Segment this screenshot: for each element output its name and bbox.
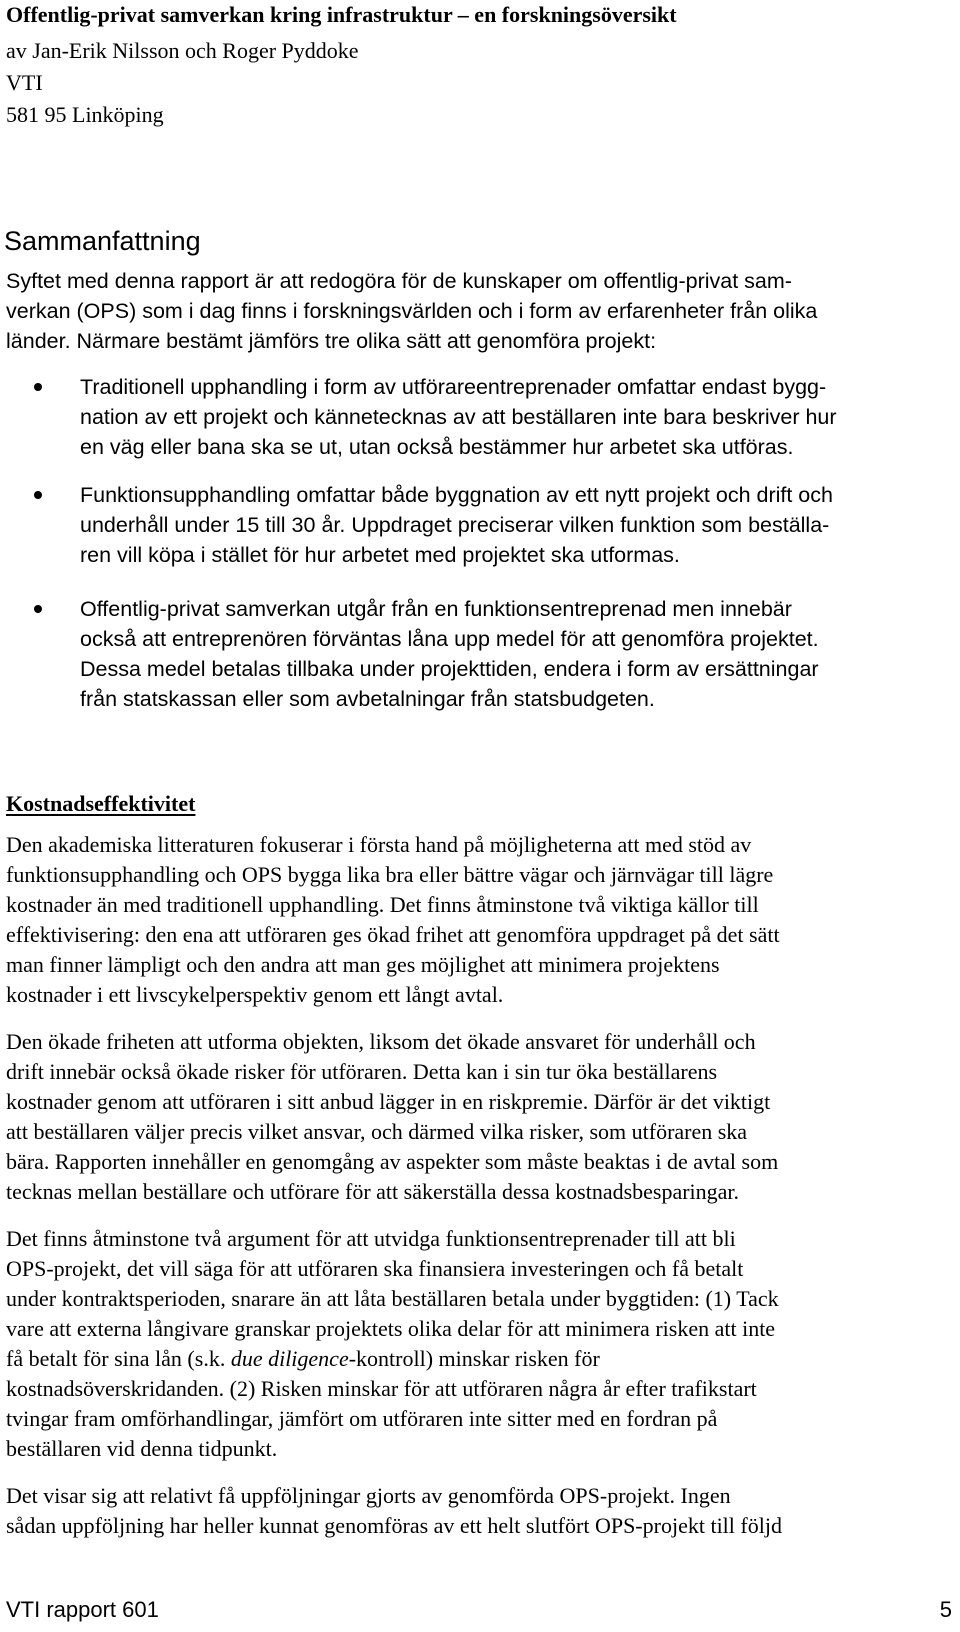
paragraph-line: beställaren vid denna tidpunkt. xyxy=(6,1436,278,1461)
list-item-line: nation av ett projekt och kännetecknas av att beställaren inte bara beskriver hur xyxy=(80,405,837,429)
summary-intro-line: verkan (OPS) som i dag finns i forskningsvärlden och i form av erfarenheter från olika xyxy=(6,299,818,323)
paragraph-line: Den akademiska litteraturen fokuserar i första hand på möjligheterna att med stöd av xyxy=(6,832,752,857)
paragraph-line: drift innebär också ökade risker för utföraren. Detta kan i sin tur öka beställarens xyxy=(6,1059,718,1084)
organization: VTI xyxy=(6,70,43,95)
list-item-line: Dessa medel betalas tillbaka under projekttiden, endera i form av ersättningar xyxy=(80,657,819,681)
paragraph-line: effektivisering: den ena att utföraren ges ökad frihet att genomföra uppdraget på det sätt xyxy=(6,922,780,947)
paragraph-line: sådan uppföljning har heller kunnat genomföras av ett helt slutfört OPS-projekt till följd xyxy=(6,1513,782,1538)
paragraph-line: OPS-projekt, det vill säga för att utföraren ska finansiera investeringen och få betalt xyxy=(6,1256,744,1281)
list-item-line: ren vill köpa i stället för hur arbetet med projektet ska utformas. xyxy=(80,543,680,567)
list-item-line: Traditionell upphandling i form av utförareentreprenader omfattar endast bygg- xyxy=(80,375,827,399)
paragraph-line: Det visar sig att relativt få uppföljningar gjorts av genomförda OPS-projekt. Ingen xyxy=(6,1483,731,1508)
paragraph-line: tvingar fram omförhandlingar, jämfört om utföraren inte sitter med en fordran på xyxy=(6,1406,718,1431)
list-item-line: från statskassan eller som avbetalningar från statsbudgeten. xyxy=(80,687,655,711)
address: 581 95 Linköping xyxy=(6,102,164,127)
bullet-icon xyxy=(34,383,42,391)
paragraph-line: kostnader i ett livscykelperspektiv genom ett långt avtal. xyxy=(6,982,504,1007)
paragraph-line: vare att externa långivare granskar projektets olika delar för att minimera risken att inte xyxy=(6,1316,776,1341)
bullet-icon xyxy=(34,491,42,499)
list-item-line: en väg eller bana ska se ut, utan också bestämmer hur arbetet ska utföras. xyxy=(80,435,794,459)
paragraph-line: man finner lämpligt och den andra att man ges möjlighet att minimera projektens xyxy=(6,952,720,977)
paragraph-line: tecknas mellan beställare och utförare för att säkerställa dessa kostnadsbesparingar. xyxy=(6,1179,740,1204)
paragraph-line: kostnader än med traditionell upphandling. Det finns åtminstone två viktiga källor till xyxy=(6,892,759,917)
paragraph-line: att beställaren väljer precis vilket ansvar, och därmed vilka risker, som utföraren ska xyxy=(6,1119,748,1144)
list-item-line: Offentlig-privat samverkan utgår från en funktionsentreprenad men innebär xyxy=(80,597,792,621)
bullet-icon xyxy=(34,605,42,613)
report-label: VTI rapport 601 xyxy=(6,1597,159,1622)
authors: av Jan-Erik Nilsson och Roger Pyddoke xyxy=(6,38,359,63)
summary-intro-line: länder. Närmare bestämt jämförs tre olika sätt att genomföra projekt: xyxy=(6,329,657,353)
paragraph-line: kostnadsöverskridanden. (2) Risken minskar för att utföraren några år efter trafikstart xyxy=(6,1376,757,1401)
summary-heading: Sammanfattning xyxy=(4,226,201,256)
section-heading: Kostnadseffektivitet xyxy=(6,791,196,816)
italic-term: due diligence xyxy=(230,1346,349,1371)
page-number: 5 xyxy=(939,1597,952,1622)
paragraph-line xyxy=(6,1344,600,1374)
line-text: få betalt för sina lån (s.k. xyxy=(6,1346,231,1371)
paragraph-line: Det finns åtminstone två argument för att utvidga funktionsentreprenader till att bli xyxy=(6,1226,736,1251)
paragraph-line: bära. Rapporten innehåller en genomgång av aspekter som måste beaktas i de avtal som xyxy=(6,1149,779,1174)
summary-intro-line: Syftet med denna rapport är att redogöra för de kunskaper om offentlig-privat sam- xyxy=(6,269,792,293)
document-title: Offentlig-privat samverkan kring infrastruktur – en forskningsöversikt xyxy=(6,2,677,27)
line-text: -kontroll) minskar risken för xyxy=(348,1346,600,1371)
list-item-line: underhåll under 15 till 30 år. Uppdraget preciserar vilken funktion som beställa- xyxy=(80,513,830,537)
list-item-line: också att entreprenören förväntas låna upp medel för att genomföra projektet. xyxy=(80,627,819,651)
paragraph-line: funktionsupphandling och OPS bygga lika bra eller bättre vägar och järnvägar till lägre xyxy=(6,862,774,887)
paragraph-line: kostnader genom att utföraren i sitt anbud lägger in en riskpremie. Därför är det viktigt xyxy=(6,1089,771,1114)
list-item-line: Funktionsupphandling omfattar både byggnation av ett nytt projekt och drift och xyxy=(80,483,833,507)
paragraph-line: Den ökade friheten att utforma objekten, liksom det ökade ansvaret för underhåll och xyxy=(6,1029,756,1054)
paragraph-line: under kontraktsperioden, snarare än att låta beställaren betala under byggtiden: (1) Tack xyxy=(6,1286,779,1311)
